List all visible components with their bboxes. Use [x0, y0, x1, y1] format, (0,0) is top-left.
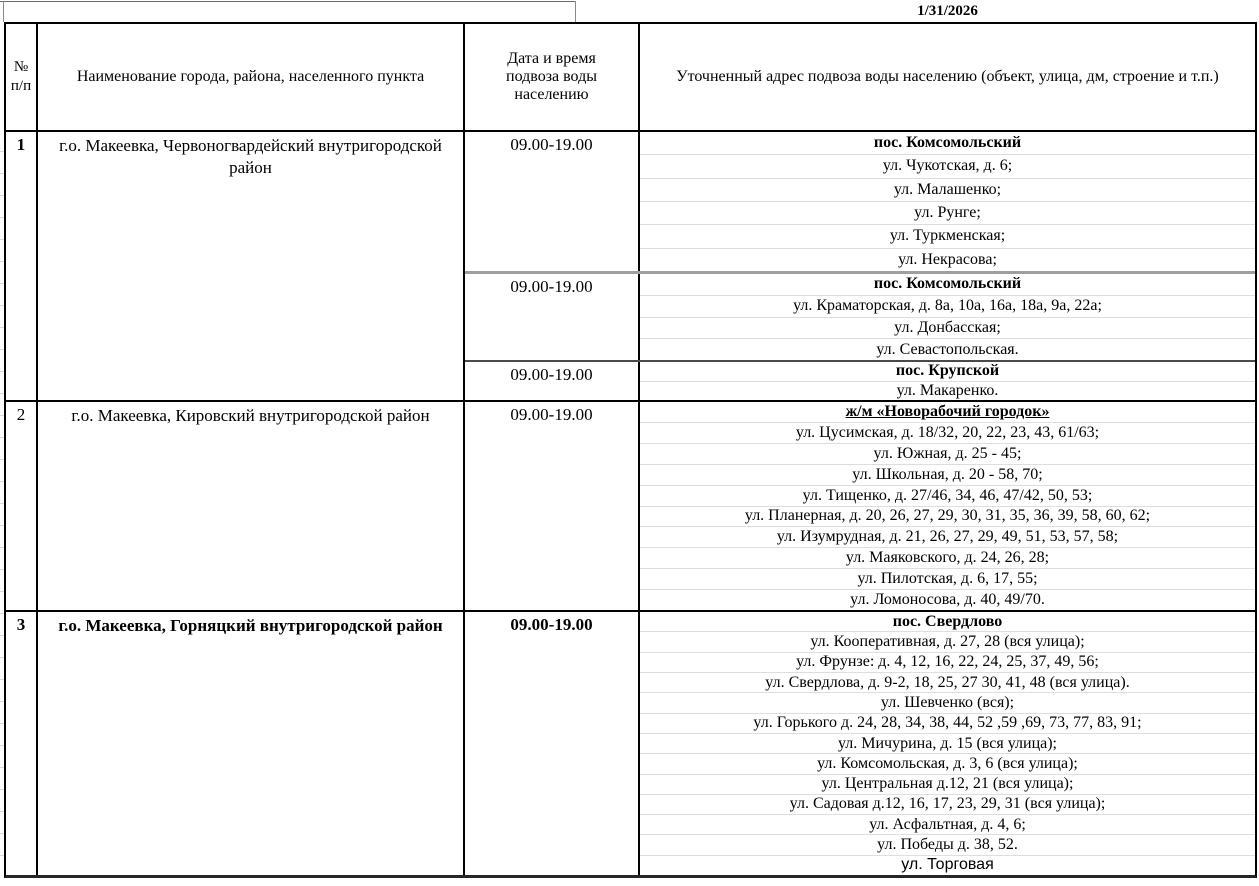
address-cell [640, 402, 1255, 610]
time-address-subrows [465, 402, 1255, 610]
locality-header-line: пос. Комсомольский [640, 274, 1255, 296]
street-address-line: ул. Шевченко (вся); [640, 693, 1255, 713]
delivery-subrow [465, 132, 1255, 271]
time-address-subrows [465, 612, 1255, 875]
street-address-line: ул. Краматорская, д. 8а, 10а, 16а, 18а, 9а, 22а; [640, 296, 1255, 318]
address-cell [640, 274, 1255, 360]
street-address-line: ул. Малашенко; [640, 179, 1255, 202]
header-locality-name: Наименование города, района, населенного пункта [38, 24, 465, 130]
header-date-time: Дата и время подвоза воды населению [465, 24, 640, 130]
header-row-number: № п/п [6, 24, 38, 130]
locality-header-line: пос. Комсомольский [640, 132, 1255, 155]
row-number-cell: 3 [6, 612, 38, 875]
address-cell [640, 362, 1255, 400]
delivery-subrow [465, 402, 1255, 610]
table-body [6, 132, 1255, 875]
locality-header-line: пос. Свердлово [640, 612, 1255, 632]
street-address-line: ул. Южная, д. 25 - 45; [640, 444, 1255, 465]
street-address-line: ул. Изумрудная, д. 21, 26, 27, 29, 49, 51, 53, 57, 58; [640, 527, 1255, 548]
street-address-line: ул. Некрасова; [898, 250, 997, 268]
delivery-time-cell: 09.00-19.00 [465, 274, 640, 360]
delivery-time-cell: 09.00-19.00 [465, 402, 640, 610]
row-number-cell: 2 [6, 402, 38, 610]
street-address-line: ул. Фрунзе: д. 4, 12, 16, 22, 24, 25, 37, 49, 56; [640, 653, 1255, 673]
street-address-line: ул. Садовая д.12, 16, 17, 23, 29, 31 (вся улица); [640, 795, 1255, 815]
table-row [6, 400, 1255, 610]
street-address-line: ул. Свердлова, д. 9-2, 18, 25, 27 30, 41, 48 (вся улица). [640, 673, 1255, 693]
street-address-line: ул. Туркменская; [640, 225, 1255, 248]
table-row [6, 132, 1255, 400]
delivery-subrow [465, 360, 1255, 400]
district-name-cell: г.о. Макеевка, Горняцкий внутригородской район [38, 612, 465, 875]
street-address-line: ул. Комсомольская, д. 3, 6 (вся улица); [640, 754, 1255, 774]
street-address-line: ул. Мичурина, д. 15 (вся улица); [640, 734, 1255, 754]
time-address-subrows [465, 132, 1255, 400]
street-address-line: ул. Макаренко. [896, 381, 999, 399]
street-address-line: ул. Асфальтная, д. 4, 6; [640, 815, 1255, 835]
locality-header-line: ж/м «Новорабочий городок» [640, 402, 1255, 423]
street-address-line: ул. Планерная, д. 20, 26, 27, 29, 30, 31, 35, 36, 39, 58, 60, 62; [640, 507, 1255, 528]
cropped-spreadsheet-tick [575, 1, 576, 22]
table-header-row [6, 24, 1255, 132]
street-address-line: ул. Ломоносова, д. 40, 49/70. [850, 591, 1045, 609]
street-address-line: ул. Рунге; [640, 202, 1255, 225]
street-address-line: ул. Школьная, д. 20 - 58, 70; [640, 465, 1255, 486]
district-name-cell: г.о. Макеевка, Червоногвардейский внутригородской район [38, 132, 465, 400]
address-cell [640, 612, 1255, 875]
row-number-cell: 1 [6, 132, 38, 400]
street-address-line: ул. Цусимская, д. 18/32, 20, 22, 23, 43, 61/63; [640, 423, 1255, 444]
street-address-line: ул. Маяковского, д. 24, 26, 28; [640, 548, 1255, 569]
delivery-subrow [465, 271, 1255, 360]
address-cell [640, 132, 1255, 271]
delivery-time-cell: 09.00-19.00 [465, 362, 640, 400]
delivery-time-cell: 09.00-19.00 [465, 132, 640, 271]
delivery-subrow [465, 612, 1255, 875]
cropped-spreadsheet-top-line [0, 1, 576, 2]
street-address-line: ул. Чукотская, д. 6; [640, 155, 1255, 178]
street-address-line: ул. Донбасская; [640, 318, 1255, 340]
street-address-line: ул. Кооперативная, д. 27, 28 (вся улица); [640, 632, 1255, 652]
delivery-time-cell: 09.00-19.00 [465, 612, 640, 875]
street-address-line: ул. Победы д. 38, 52. [640, 835, 1255, 855]
street-address-line: ул. Центральная д.12, 21 (вся улица); [640, 775, 1255, 795]
street-address-line: ул. Горького д. 24, 28, 34, 38, 44, 52 ,59 ,69, 73, 77, 83, 91; [640, 714, 1255, 734]
street-address-line: ул. Севастопольская. [876, 340, 1019, 358]
header-address: Уточненный адрес подвоза воды населению (объект, улица, дм, строение и т.п.) [676, 68, 1219, 85]
district-name-cell: г.о. Макеевка, Кировский внутригородской район [38, 402, 465, 610]
street-address-line: ул. Торговая [901, 856, 994, 874]
locality-header-line: пос. Крупской [640, 362, 1255, 382]
report-date: 1/31/2026 [917, 2, 978, 19]
street-address-line: ул. Пилотская, д. 6, 17, 55; [640, 569, 1255, 590]
street-address-line: ул. Тищенко, д. 27/46, 34, 46, 47/42, 50, 53; [640, 486, 1255, 507]
cropped-spreadsheet-left-tick [3, 1, 4, 22]
table-row [6, 610, 1255, 875]
water-delivery-table [4, 22, 1257, 878]
